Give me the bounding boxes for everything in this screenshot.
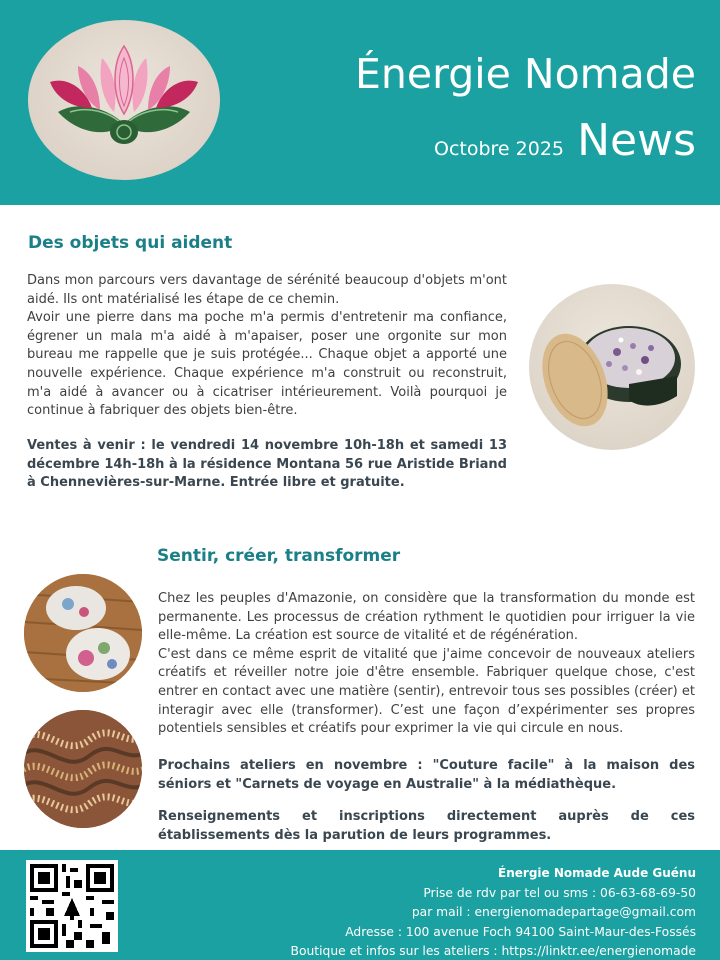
textile-coasters-photo <box>24 574 142 692</box>
contact-block <box>291 864 696 960</box>
section1-heading: Des objets qui aident <box>28 233 233 253</box>
footer-banner <box>0 850 720 960</box>
upcoming-workshops: Prochains ateliers en novembre : "Couture facile" à la maison des séniors et "Carnets de voyage en Australie" à la médiathèque. <box>158 758 695 792</box>
section1-paragraph: Avoir une pierre dans ma poche m'a permis d'entretenir ma confiance, égrener un mala m'a aidé à m'apaiser, poser une orgonite sur mon bureau me rappelle que je suis protégée... Chaque objet a apporté une nouvelle expérience. Chaque expérience m'a construit ou reconstruit, m'a aidé à avancer ou à cicatriser intérieurement. Voilà pourquoi je continue à fabriquer des objets bien-être. <box>27 310 507 419</box>
upcoming-sales: Ventes à venir : le vendredi 14 novembre 10h-18h et samedi 13 décembre 14h-18h à la résidence Montana 56 rue Aristide Briand à Chennevières-sur-Marne. Entrée libre et gratuite. <box>27 438 507 491</box>
header-banner <box>0 0 720 205</box>
section1-paragraph: Dans mon parcours vers davantage de sérénité beaucoup d'objets m'ont aidé. Ils ont matérialisé les étape de ce chemin. <box>27 273 507 307</box>
section2-paragraph: Chez les peuples d'Amazonie, on considère que la transformation du monde est permanente. Les processus de création rythment le quotidien pour irriguer la vie elle-même. La création est source de vitalité et de régénération. <box>158 591 695 644</box>
contact-name: Énergie Nomade Aude Guénu <box>498 866 696 880</box>
newsletter-title: Énergie Nomade <box>355 50 696 98</box>
issue-date: Octobre 2025 <box>433 138 564 160</box>
lotus-logo-image <box>28 20 220 180</box>
candle-box-photo <box>529 284 695 450</box>
section2-heading: Sentir, créer, transformer <box>157 546 401 566</box>
qr-code[interactable] <box>26 860 118 952</box>
aboriginal-art-photo <box>24 710 142 828</box>
registration-info: Renseignements et inscriptions directement auprès de ces établissements dès la parution de leurs programmes. <box>158 809 695 843</box>
section2-text <box>158 590 695 739</box>
contact-address: Adresse : 100 avenue Foch 94100 Saint-Maur-des-Fossés <box>345 924 696 939</box>
contact-phone: Prise de rdv par tel ou sms : 06-63-68-69-50 <box>423 885 696 900</box>
shop-link[interactable]: Boutique et infos sur les ateliers : https://linktr.ee/energienomade <box>290 944 696 958</box>
section2-paragraph: C'est dans ce même esprit de vitalité que j'aime concevoir de nouveaux ateliers créatifs et réveiller notre joie d'être ensemble. Fabriquer quelque chose, c'est entrer en contact avec une matière (sentir), entrevoir tous ses possibles (créer) et interagir avec elle (transformer). C’est une façon d’expérimenter ses propres potentiels sensibles et créatifs pour exprimer la vie qui circule en nous. <box>158 646 695 737</box>
news-label: News <box>577 115 696 166</box>
contact-email[interactable]: par mail : energienomadepartage@gmail.com <box>411 905 696 919</box>
section1-text <box>27 272 507 421</box>
